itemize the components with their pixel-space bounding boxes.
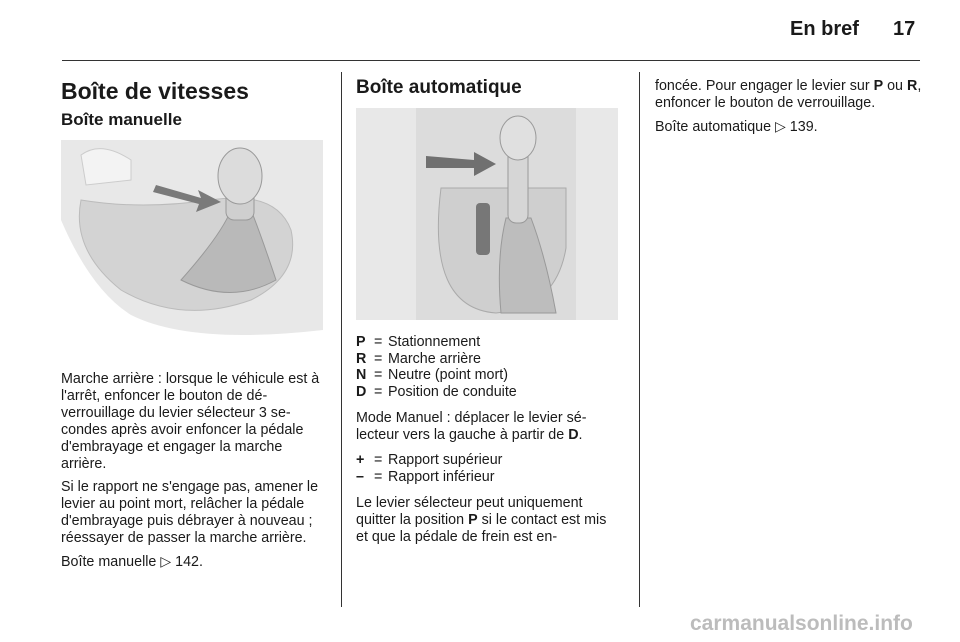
- legend-row: N = Neutre (point mort): [356, 367, 508, 383]
- minus-icon: –: [356, 468, 364, 485]
- legend-row: – = Rapport inférieur: [356, 468, 495, 485]
- legend-row: R = Marche arrière: [356, 350, 481, 367]
- gear-indicator: [476, 203, 490, 255]
- section-title: Boîte de vitesses: [61, 78, 249, 104]
- subsection-title: Boîte manuelle: [61, 110, 182, 129]
- paragraph: Marche arrière : lorsque le véhicule est à l'arrêt, enfoncer le bouton de déverrouillage du levier sélecteur 3 secondes après avoir enfoncer la pédale d'embrayage et engager la marche arrière.: [61, 371, 320, 472]
- paragraph: Mode Manuel : déplacer le levier sélecteur vers la gauche à partir de D.: [356, 410, 587, 443]
- shift-legend: [356, 452, 621, 485]
- column-manual: [61, 78, 326, 577]
- reference-arrow-icon: ▷: [160, 553, 172, 569]
- header-rule: [62, 60, 920, 61]
- cross-reference: Boîte manuelle ▷ 142.: [61, 553, 203, 570]
- subsection-title: Boîte automatique: [356, 77, 522, 98]
- legend-row: D = Position de conduite: [356, 383, 517, 400]
- legend-row: + = Rapport supérieur: [356, 452, 503, 468]
- paragraph: Le levier sélecteur peut uniquement quitter la position P si le contact est mis et que la pédale de frein est en-: [356, 495, 607, 545]
- legend-row: P = Stationnement: [356, 334, 481, 350]
- column-automatic: [356, 78, 621, 552]
- automatic-gear-figure: [356, 108, 618, 320]
- column-divider: [341, 72, 342, 607]
- plus-icon: +: [356, 452, 365, 468]
- manual-gear-figure: [61, 140, 323, 351]
- gear-legend: [356, 334, 621, 400]
- paragraph: Si le rapport ne s'engage pas, amener le levier au point mort, relâcher la pédale d'embrayage puis débrayer à nouveau ; réessayer de passer la marche arrière.: [61, 479, 319, 546]
- column-divider: [639, 72, 640, 607]
- watermark: carmanualsonline.info: [690, 612, 913, 635]
- page-number: 17: [893, 18, 916, 40]
- paragraph: foncée. Pour engager le levier sur P ou R, enfoncer le bouton de verrouillage.: [655, 78, 922, 111]
- header-title: En bref: [790, 18, 859, 40]
- reference-arrow-icon: ▷: [775, 118, 786, 134]
- cross-reference: Boîte automatique ▷ 139.: [655, 118, 818, 135]
- column-continued: [655, 78, 923, 142]
